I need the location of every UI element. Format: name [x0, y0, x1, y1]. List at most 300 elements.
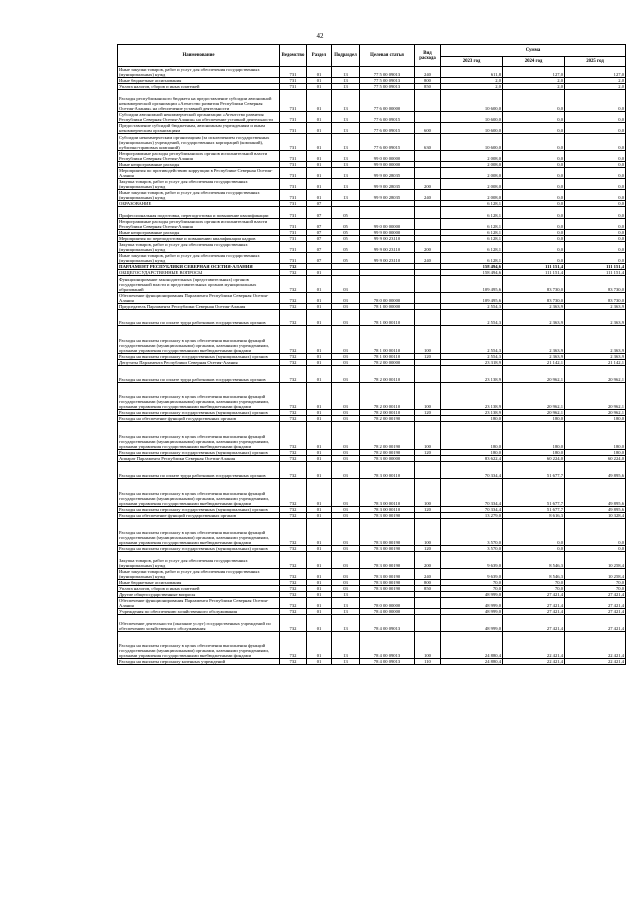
cell-target-article: 78 3 00 00110 [360, 462, 415, 479]
cell-2024: 180,0 [503, 450, 565, 456]
cell-razdel: 01 [307, 598, 332, 609]
cell-name: ОБЩЕГОСУДАРСТВЕННЫЕ ВОПРОСЫ [118, 269, 280, 275]
cell-name: Расходы на выплаты персоналу государственных (муниципальных) органов [118, 506, 280, 512]
cell-ved: 731 [280, 168, 307, 179]
cell-razdel: 01 [307, 275, 332, 292]
table-row [118, 422, 626, 450]
cell-razdel: 01 [307, 592, 332, 598]
cell-razdel: 01 [307, 168, 332, 179]
cell-name: Обеспечение функционирования Парламента Республики Северная Осетия-Алания [118, 292, 280, 303]
cell-target-article: 78 0 00 00000 [360, 598, 415, 609]
cell-podrazdel: 05 [332, 229, 360, 235]
cell-expense-type [415, 90, 441, 112]
cell-podrazdel: 13 [332, 168, 360, 179]
cell-ved: 732 [280, 586, 307, 592]
cell-expense-type: 120 [415, 546, 441, 552]
cell-expense-type: 850 [415, 586, 441, 592]
cell-2023: 180,0 [441, 416, 503, 422]
cell-2024: 70,0 [503, 580, 565, 586]
cell-2025: 0,0 [565, 123, 626, 134]
table-row [118, 615, 626, 632]
cell-2024: 0,0 [503, 123, 565, 134]
cell-razdel: 07 [307, 235, 332, 241]
cell-podrazdel: 13 [332, 67, 360, 78]
header-2024: 2024 год [503, 57, 565, 67]
cell-podrazdel: 13 [332, 151, 360, 162]
cell-2023: 10 600,0 [441, 134, 503, 151]
cell-razdel: 01 [307, 456, 332, 462]
cell-name: Непрограммные расходы республиканских органов исполнительной власти Республики Северная Осетия-Алания [118, 151, 280, 162]
cell-2025: 0,0 [565, 151, 626, 162]
cell-target-article: 77 6 00 09015 [360, 112, 415, 123]
cell-expense-type: 120 [415, 410, 441, 416]
cell-ved: 732 [280, 275, 307, 292]
cell-2025: 0,0 [565, 218, 626, 229]
cell-podrazdel: 03 [332, 422, 360, 450]
header-target-article: Целевая статья [360, 45, 415, 67]
cell-ved: 732 [280, 309, 307, 326]
table-row [118, 309, 626, 326]
cell-target-article: 99 9 00 23110 [360, 235, 415, 241]
cell-podrazdel: 03 [332, 359, 360, 365]
cell-podrazdel: 03 [332, 353, 360, 359]
cell-razdel: 01 [307, 450, 332, 456]
cell-target-article: 78 1 00 00110 [360, 309, 415, 326]
cell-podrazdel: 03 [332, 546, 360, 552]
table-row [118, 552, 626, 569]
table-row [118, 518, 626, 546]
cell-2025: 20 962,1 [565, 365, 626, 382]
cell-ved: 732 [280, 592, 307, 598]
cell-2023: 9 639,0 [441, 568, 503, 579]
cell-razdel: 01 [307, 512, 332, 518]
cell-ved: 732 [280, 580, 307, 586]
cell-2025: 0,0 [565, 134, 626, 151]
cell-name: Обеспечение деятельности (оказание услуг) государственных учреждений по обеспечению хозяйственного обслуживания [118, 615, 280, 632]
cell-2025: 0,0 [565, 518, 626, 546]
cell-2023: 109 495,6 [441, 292, 503, 303]
cell-target-article: 77 5 00 09013 [360, 84, 415, 90]
cell-target-article: 99 9 00 00000 [360, 229, 415, 235]
cell-2024: 60 224,0 [503, 456, 565, 462]
cell-ved: 731 [280, 252, 307, 263]
cell-expense-type: 240 [415, 190, 441, 201]
cell-expense-type [415, 365, 441, 382]
cell-2023: 70,0 [441, 580, 503, 586]
cell-2023: 23 138,9 [441, 365, 503, 382]
table-row [118, 598, 626, 609]
cell-ved: 732 [280, 552, 307, 569]
cell-podrazdel: 05 [332, 235, 360, 241]
cell-podrazdel: 03 [332, 478, 360, 506]
cell-expense-type: 100 [415, 518, 441, 546]
cell-2025: 0,0 [565, 235, 626, 241]
cell-ved: 732 [280, 631, 307, 659]
cell-ved: 731 [280, 67, 307, 78]
cell-razdel: 01 [307, 552, 332, 569]
cell-razdel: 01 [307, 123, 332, 134]
cell-name: Иные закупки товаров, работ и услуг для обеспечения государственных (муниципальных) нужд [118, 252, 280, 263]
cell-razdel: 01 [307, 659, 332, 665]
cell-2023: 10 600,0 [441, 90, 503, 112]
cell-2023: 2 554,3 [441, 309, 503, 326]
table-row [118, 326, 626, 354]
table-row [118, 123, 626, 134]
cell-2024: 8 616,3 [503, 512, 565, 518]
cell-expense-type: 100 [415, 478, 441, 506]
cell-expense-type: 800 [415, 78, 441, 84]
cell-2023: 3 570,0 [441, 546, 503, 552]
cell-2024: 2,0 [503, 78, 565, 84]
cell-2024: 0,0 [503, 162, 565, 168]
cell-podrazdel: 13 [332, 190, 360, 201]
cell-2024: 22 421,4 [503, 659, 565, 665]
cell-2025: 22 421,4 [565, 659, 626, 665]
cell-2023: 23 138,9 [441, 410, 503, 416]
cell-2024: 51 677,7 [503, 462, 565, 479]
cell-name: Расходы на выплаты персоналу государственных (муниципальных) органов [118, 450, 280, 456]
cell-2025: 0,0 [565, 546, 626, 552]
cell-2024: 51 677,7 [503, 506, 565, 512]
cell-expense-type: 200 [415, 241, 441, 252]
cell-2023: 70 334,4 [441, 506, 503, 512]
cell-razdel: 01 [307, 78, 332, 84]
cell-2023: 10 600,0 [441, 123, 503, 134]
cell-podrazdel: 13 [332, 631, 360, 659]
cell-target-article: 78 2 00 00190 [360, 450, 415, 456]
cell-ved: 731 [280, 201, 307, 207]
cell-razdel: 01 [307, 112, 332, 123]
cell-2023: 109 495,6 [441, 275, 503, 292]
cell-2023: 158 494,6 [441, 263, 503, 269]
cell-expense-type [415, 151, 441, 162]
cell-2025: 27 421,4 [565, 609, 626, 615]
cell-2025: 10 328,4 [565, 512, 626, 518]
cell-2024: 111 151,4 [503, 263, 565, 269]
cell-2024: 51 677,7 [503, 478, 565, 506]
cell-podrazdel: 13 [332, 90, 360, 112]
cell-target-article: 99 9 00 28035 [360, 168, 415, 179]
cell-target-article: 78 4 00 09013 [360, 659, 415, 665]
cell-2023: 158 494,6 [441, 269, 503, 275]
cell-2023: 6 128,1 [441, 207, 503, 218]
table-row [118, 218, 626, 229]
header-sum: Сумма [441, 45, 626, 57]
cell-podrazdel: 03 [332, 580, 360, 586]
cell-expense-type: 100 [415, 382, 441, 410]
cell-ved: 732 [280, 263, 307, 269]
cell-ved: 731 [280, 207, 307, 218]
cell-name: Непрограммные расходы республиканских органов исполнительной власти Республики Северная Осетия-Алания [118, 218, 280, 229]
cell-2023: 6 128,1 [441, 235, 503, 241]
table-body [118, 67, 626, 665]
cell-2025: 0,0 [565, 252, 626, 263]
cell-2025: 2 363,9 [565, 303, 626, 309]
cell-2023: 2 008,0 [441, 190, 503, 201]
cell-name: Иные закупки товаров, работ и услуг для обеспечения государственных (муниципальных) нужд [118, 190, 280, 201]
cell-ved: 732 [280, 365, 307, 382]
cell-razdel: 01 [307, 190, 332, 201]
cell-expense-type: 800 [415, 580, 441, 586]
cell-expense-type: 240 [415, 67, 441, 78]
cell-target-article: 78 2 00 00110 [360, 382, 415, 410]
cell-target-article: 78 3 00 00190 [360, 568, 415, 579]
cell-podrazdel: 03 [332, 416, 360, 422]
cell-razdel: 07 [307, 241, 332, 252]
cell-expense-type [415, 462, 441, 479]
cell-2025: 22 421,4 [565, 631, 626, 659]
cell-target-article: 78 1 00 00110 [360, 353, 415, 359]
table-row [118, 659, 626, 665]
cell-name: Депутаты Парламента Республики Северная Осетия-Алания [118, 359, 280, 365]
cell-podrazdel: 03 [332, 518, 360, 546]
cell-2024: 0,0 [503, 252, 565, 263]
cell-2023: 6 128,1 [441, 229, 503, 235]
cell-2025: 27 421,4 [565, 592, 626, 598]
cell-target-article: 77 6 00 09015 [360, 134, 415, 151]
cell-name: Расходы на выплаты персоналу в целях обеспечения выполнения функций государственными (муниципальными) органами, казенными учреждениями, органами управления государственными внебюджетными фондами [118, 518, 280, 546]
cell-name: Иные закупки товаров, работ и услуг для обеспечения государственных (муниципальных) нужд [118, 568, 280, 579]
cell-name: Расходы на выплаты персоналу в целях обеспечения выполнения функций государственными (муниципальными) органами, казенными учреждениями, органами управления государственными внебюджетными фондами [118, 478, 280, 506]
cell-name: Мероприятия по переподготовке и повышению квалификации кадров [118, 235, 280, 241]
cell-2024: 0,0 [503, 134, 565, 151]
table-row [118, 462, 626, 479]
cell-2025: 0,0 [565, 207, 626, 218]
cell-target-article: 78 3 00 00110 [360, 506, 415, 512]
cell-ved: 731 [280, 134, 307, 151]
cell-expense-type: 100 [415, 326, 441, 354]
cell-2025: 2 363,9 [565, 353, 626, 359]
cell-name: Функционирование законодательных (представительных) органов государственной власти и представительных органов муниципальных образований [118, 275, 280, 292]
cell-2023: 24 880,4 [441, 631, 503, 659]
cell-ved: 732 [280, 382, 307, 410]
cell-ved: 731 [280, 112, 307, 123]
cell-ved: 732 [280, 609, 307, 615]
cell-expense-type: 120 [415, 450, 441, 456]
cell-2025: 0,0 [565, 229, 626, 235]
cell-2023: 70 334,4 [441, 462, 503, 479]
cell-2025: 0,0 [565, 190, 626, 201]
cell-podrazdel: 03 [332, 382, 360, 410]
cell-expense-type: 110 [415, 659, 441, 665]
cell-ved: 732 [280, 292, 307, 303]
cell-ved: 731 [280, 162, 307, 168]
cell-name: Иные бюджетные ассигнования [118, 580, 280, 586]
cell-razdel: 01 [307, 580, 332, 586]
table-row [118, 382, 626, 410]
cell-podrazdel: 03 [332, 303, 360, 309]
cell-expense-type: 120 [415, 506, 441, 512]
cell-2023: 6 128,1 [441, 241, 503, 252]
cell-2024: 20 962,1 [503, 410, 565, 416]
cell-name: Профессиональная подготовка, переподготовка и повышение квалификации [118, 207, 280, 218]
cell-razdel: 01 [307, 269, 332, 275]
cell-expense-type: 850 [415, 84, 441, 90]
cell-razdel: 01 [307, 609, 332, 615]
header-razdel: Раздел [307, 45, 332, 67]
cell-2025: 27 421,4 [565, 598, 626, 609]
cell-name: Расходы на обеспечение функций государственных органов [118, 512, 280, 518]
cell-razdel: 01 [307, 382, 332, 410]
cell-target-article: 99 0 00 00000 [360, 151, 415, 162]
cell-razdel: 07 [307, 229, 332, 235]
cell-2025: 0,0 [565, 162, 626, 168]
cell-podrazdel: 13 [332, 615, 360, 632]
cell-target-article: 78 3 00 00190 [360, 580, 415, 586]
cell-podrazdel: 13 [332, 162, 360, 168]
cell-expense-type [415, 615, 441, 632]
cell-razdel: 01 [307, 416, 332, 422]
cell-ved: 731 [280, 84, 307, 90]
cell-name: Предоставление субсидий бюджетным, автономным учреждениям и иным некоммерческим организациям [118, 123, 280, 134]
cell-ved: 732 [280, 478, 307, 506]
cell-2025: 49 895,6 [565, 462, 626, 479]
cell-2024: 83 730,0 [503, 292, 565, 303]
cell-razdel: 01 [307, 326, 332, 354]
cell-target-article: 78 3 00 00190 [360, 552, 415, 569]
cell-2025: 60 224,0 [565, 456, 626, 462]
cell-2024: 180,0 [503, 416, 565, 422]
cell-expense-type [415, 218, 441, 229]
cell-2025: 10 258,4 [565, 568, 626, 579]
cell-ved: 731 [280, 241, 307, 252]
cell-2024: 0,0 [503, 229, 565, 235]
cell-target-article: 77 6 00 09015 [360, 123, 415, 134]
header-ved: Ведомство [280, 45, 307, 67]
cell-podrazdel: 13 [332, 112, 360, 123]
cell-2024: 20 962,1 [503, 382, 565, 410]
cell-podrazdel: 03 [332, 292, 360, 303]
cell-name: Расходы на выплаты персоналу казенных учреждений [118, 659, 280, 665]
cell-target-article: 99 9 00 23110 [360, 252, 415, 263]
cell-ved: 732 [280, 269, 307, 275]
cell-ved: 732 [280, 518, 307, 546]
cell-target-article: 77 5 00 09013 [360, 78, 415, 84]
cell-razdel: 01 [307, 546, 332, 552]
cell-podrazdel: 13 [332, 659, 360, 665]
header-name: Наименование [118, 45, 280, 67]
cell-ved: 732 [280, 353, 307, 359]
cell-2024: 0,0 [503, 241, 565, 252]
cell-name: Другие общегосударственные вопросы [118, 592, 280, 598]
cell-ved: 732 [280, 546, 307, 552]
cell-2024: 20 962,1 [503, 365, 565, 382]
cell-2025: 0,0 [565, 179, 626, 190]
cell-2025: 21 142,1 [565, 359, 626, 365]
cell-2023: 70 334,4 [441, 478, 503, 506]
table-row [118, 168, 626, 179]
table-row [118, 241, 626, 252]
cell-2025: 2 363,9 [565, 326, 626, 354]
cell-2023: 6 128,1 [441, 252, 503, 263]
cell-2025: 127,0 [565, 67, 626, 78]
cell-name: Закупка товаров, работ и услуг для обеспечения государственных (муниципальных) нужд [118, 179, 280, 190]
cell-expense-type [415, 598, 441, 609]
cell-2025: 2 363,9 [565, 309, 626, 326]
cell-target-article: 78 2 00 00190 [360, 422, 415, 450]
cell-target-article: 78 2 00 00190 [360, 416, 415, 422]
page-number: 42 [316, 32, 324, 40]
cell-ved: 732 [280, 598, 307, 609]
cell-2024: 83 730,0 [503, 275, 565, 292]
cell-name: Расходы на выплаты по оплате труда работников государственных органов [118, 309, 280, 326]
cell-target-article: 99 9 00 28035 [360, 190, 415, 201]
cell-podrazdel: 03 [332, 450, 360, 456]
cell-podrazdel: 05 [332, 252, 360, 263]
cell-name: Расходы на выплаты по оплате труда работников государственных органов [118, 365, 280, 382]
cell-name: Иные бюджетные ассигнования [118, 78, 280, 84]
cell-target-article: 78 4 00 09013 [360, 615, 415, 632]
table-row [118, 568, 626, 579]
cell-name: Расходы на выплаты по оплате труда работников государственных органов [118, 462, 280, 479]
cell-2023: 2 008,0 [441, 151, 503, 162]
cell-expense-type [415, 309, 441, 326]
cell-name: Расходы на выплаты персоналу в целях обеспечения выполнения функций государственными (муниципальными) органами, казенными учреждениями, органами управления государственными внебюджетными фондами [118, 326, 280, 354]
cell-expense-type [415, 168, 441, 179]
cell-2024: 111 151,4 [503, 269, 565, 275]
cell-ved: 732 [280, 303, 307, 309]
cell-2025: 20 962,1 [565, 382, 626, 410]
cell-2024: 27 421,4 [503, 615, 565, 632]
cell-ved: 731 [280, 151, 307, 162]
cell-2024: 2 363,9 [503, 309, 565, 326]
cell-2023: 2 554,3 [441, 326, 503, 354]
cell-podrazdel: 13 [332, 78, 360, 84]
cell-ved: 731 [280, 218, 307, 229]
cell-2023: 23 318,9 [441, 359, 503, 365]
cell-2024: 2,0 [503, 84, 565, 90]
cell-podrazdel: 13 [332, 134, 360, 151]
cell-target-article: 77 6 00 00000 [360, 90, 415, 112]
cell-2024: 8 546,3 [503, 552, 565, 569]
cell-razdel: 01 [307, 518, 332, 546]
cell-2025: 70,0 [565, 580, 626, 586]
cell-podrazdel: 03 [332, 275, 360, 292]
cell-podrazdel: 13 [332, 179, 360, 190]
cell-name: Уплата налогов, сборов и иных платежей [118, 586, 280, 592]
cell-razdel: 01 [307, 179, 332, 190]
cell-2023: 2 008,0 [441, 168, 503, 179]
cell-podrazdel: 05 [332, 241, 360, 252]
cell-2024: 70,0 [503, 586, 565, 592]
cell-2023: 70,0 [441, 586, 503, 592]
cell-razdel: 07 [307, 201, 332, 207]
header-2025: 2025 год [565, 57, 626, 67]
cell-2025: 180,0 [565, 450, 626, 456]
cell-2023: 48 999,0 [441, 598, 503, 609]
cell-razdel: 01 [307, 67, 332, 78]
cell-2025: 0,0 [565, 112, 626, 123]
cell-2024: 0,0 [503, 235, 565, 241]
cell-2025: 49 895,6 [565, 506, 626, 512]
cell-ved: 732 [280, 659, 307, 665]
cell-name: Расходы на обеспечение функций государственных органов [118, 416, 280, 422]
cell-2024: 0,0 [503, 518, 565, 546]
cell-name: Иные непрограммные расходы [118, 229, 280, 235]
cell-2024: 27 421,4 [503, 609, 565, 615]
cell-name: Закупка товаров, работ и услуг для обеспечения государственных (муниципальных) нужд [118, 552, 280, 569]
cell-2025: 20 962,1 [565, 410, 626, 416]
cell-name: Закупка товаров, работ и услуг для обеспечения государственных (муниципальных) нужд [118, 241, 280, 252]
cell-razdel: 01 [307, 353, 332, 359]
cell-target-article: 78 3 00 00190 [360, 518, 415, 546]
cell-ved: 731 [280, 229, 307, 235]
cell-razdel: 07 [307, 207, 332, 218]
table-row [118, 151, 626, 162]
cell-podrazdel: 03 [332, 506, 360, 512]
cell-name: Расходы на выплаты персоналу в целях обеспечения выполнения функций государственными (муниципальными) органами, казенными учреждениями, органами управления государственными внебюджетными фондами [118, 382, 280, 410]
table-row [118, 478, 626, 506]
